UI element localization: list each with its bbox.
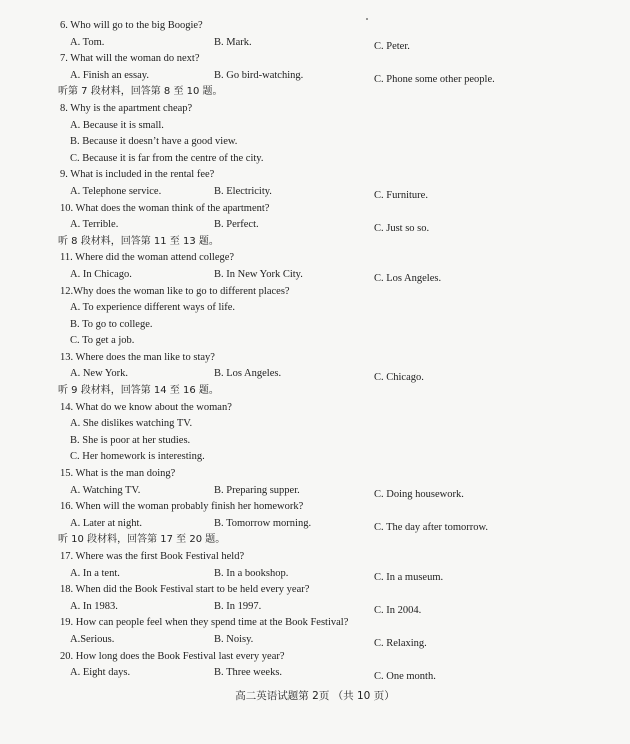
options-row	[58, 267, 608, 284]
question-line	[58, 18, 608, 35]
option-a: A. Terrible.	[70, 219, 119, 231]
question-line	[58, 649, 608, 666]
option-c: C. Chicago.	[374, 372, 424, 384]
option-b: B. Electricity.	[214, 185, 272, 197]
option-line	[58, 134, 608, 151]
option-line	[58, 333, 608, 350]
option-c: C. The day after tomorrow.	[374, 521, 489, 533]
question-line	[58, 284, 608, 301]
question-text: 14. What do we know about the woman?	[60, 401, 232, 413]
question-line	[58, 615, 608, 632]
option-a: A. Telephone service.	[70, 185, 162, 197]
instruction-text: 听 10 段材料，回答第 17 至 20 题。	[58, 534, 226, 546]
option-line	[58, 449, 608, 466]
option-b: B. In New York City.	[214, 268, 303, 280]
instruction-text: 听 8 段材料，回答第 11 至 13 题。	[58, 235, 219, 247]
option-a: A. Eight days.	[70, 667, 131, 679]
question-text: 8. Why is the apartment cheap?	[60, 102, 193, 114]
option-a: A. In 1983.	[70, 600, 118, 612]
option-b: B. Los Angeles.	[214, 368, 282, 380]
option-text: C. Her homework is interesting.	[70, 451, 205, 463]
option-c: C. Relaxing.	[374, 637, 427, 649]
option-b: B. In 1997.	[214, 600, 262, 612]
question-text: 9. What is included in the rental fee?	[60, 169, 215, 181]
question-text: 7. What will the woman do next?	[60, 53, 200, 65]
option-c: C. Peter.	[374, 40, 410, 52]
section-instruction	[58, 383, 608, 400]
question-text: 16. When will the woman probably finish her homework?	[60, 501, 304, 513]
options-row	[58, 599, 608, 616]
options-row	[58, 217, 608, 234]
option-line	[58, 416, 608, 433]
question-line	[58, 101, 608, 118]
question-text: 20. How long does the Book Festival last every year?	[60, 650, 285, 662]
instruction-text: 听第 7 段材料，回答第 8 至 10 题。	[58, 86, 223, 98]
question-text: 11. Where did the woman attend college?	[60, 252, 235, 264]
option-c: C. Furniture.	[374, 189, 428, 201]
question-text: 19. How can people feel when they spend time at the Book Festival?	[60, 617, 349, 629]
option-b: B. Three weeks.	[214, 667, 283, 679]
section-instruction	[58, 532, 608, 549]
question-line	[58, 167, 608, 184]
option-text: C. To get a job.	[70, 335, 135, 347]
option-a: A. Watching TV.	[70, 484, 141, 496]
question-line	[58, 201, 608, 218]
option-line	[58, 118, 608, 135]
option-b: B. Tomorrow morning.	[214, 517, 312, 529]
option-a: A. Tom.	[70, 36, 105, 48]
exam-content	[58, 18, 608, 682]
option-text: B. To go to college.	[70, 318, 153, 330]
options-row	[58, 68, 608, 85]
question-line	[58, 549, 608, 566]
option-c: C. In 2004.	[374, 604, 422, 616]
option-b: B. Mark.	[214, 36, 252, 48]
question-text: 18. When did the Book Festival start to be held every year?	[60, 584, 310, 596]
question-text: 17. Where was the first Book Festival held?	[60, 551, 245, 562]
option-b: B. Preparing supper.	[214, 484, 300, 496]
option-c: C. Los Angeles.	[374, 272, 442, 284]
option-c: C. Just so so.	[374, 223, 430, 235]
question-line	[58, 51, 608, 68]
question-line	[58, 499, 608, 516]
option-text: A. Because it is small.	[70, 119, 164, 131]
options-row	[58, 35, 608, 52]
options-row	[58, 483, 608, 500]
option-a: A. Finish an essay.	[70, 69, 149, 81]
option-text: B. Because it doesn’t have a good view.	[70, 136, 238, 148]
option-text: A. To experience different ways of life.	[70, 302, 236, 314]
option-a: A. Later at night.	[70, 517, 143, 529]
section-instruction	[58, 84, 608, 101]
option-c: C. One month.	[374, 671, 436, 683]
option-a: A. In a tent.	[70, 567, 120, 579]
options-row	[58, 184, 608, 201]
option-text: B. She is poor at her studies.	[70, 434, 191, 446]
options-row	[58, 566, 608, 583]
option-a: A. New York.	[70, 368, 129, 380]
options-row	[58, 632, 608, 649]
option-c: C. Phone some other people.	[374, 73, 495, 85]
option-text: A. She dislikes watching TV.	[70, 418, 193, 430]
page-footer: 高二英语试题第 2页 （共 10 页）	[235, 690, 395, 702]
option-a: A. In Chicago.	[70, 268, 132, 280]
option-line	[58, 151, 608, 168]
section-instruction	[58, 234, 608, 251]
question-line	[58, 250, 608, 267]
options-row	[58, 366, 608, 383]
instruction-text: 听 9 段材料，回答第 14 至 16 题。	[58, 385, 219, 397]
question-line	[58, 466, 608, 483]
question-text: 15. What is the man doing?	[60, 468, 176, 480]
question-line	[58, 350, 608, 367]
options-row	[58, 516, 608, 533]
option-b: B. In a bookshop.	[214, 567, 289, 579]
option-line	[58, 433, 608, 450]
question-text: 12.Why does the woman like to go to different places?	[60, 285, 290, 297]
option-c: C. Doing housework.	[374, 488, 464, 500]
option-b: B. Perfect.	[214, 219, 259, 231]
option-text: C. Because it is far from the centre of the city.	[70, 152, 264, 164]
question-line	[58, 582, 608, 599]
option-c: C. In a museum.	[374, 571, 444, 583]
option-a: A.Serious.	[70, 633, 115, 645]
option-b: B. Go bird-watching.	[214, 69, 304, 81]
question-text: 10. What does the woman think of the apartment?	[60, 202, 270, 214]
question-line	[58, 400, 608, 417]
option-b: B. Noisy.	[214, 633, 254, 645]
question-text: 6. Who will go to the big Boogie?	[60, 20, 203, 31]
option-line	[58, 300, 608, 317]
options-row	[58, 665, 608, 682]
option-line	[58, 317, 608, 334]
question-text: 13. Where does the man like to stay?	[60, 351, 215, 363]
